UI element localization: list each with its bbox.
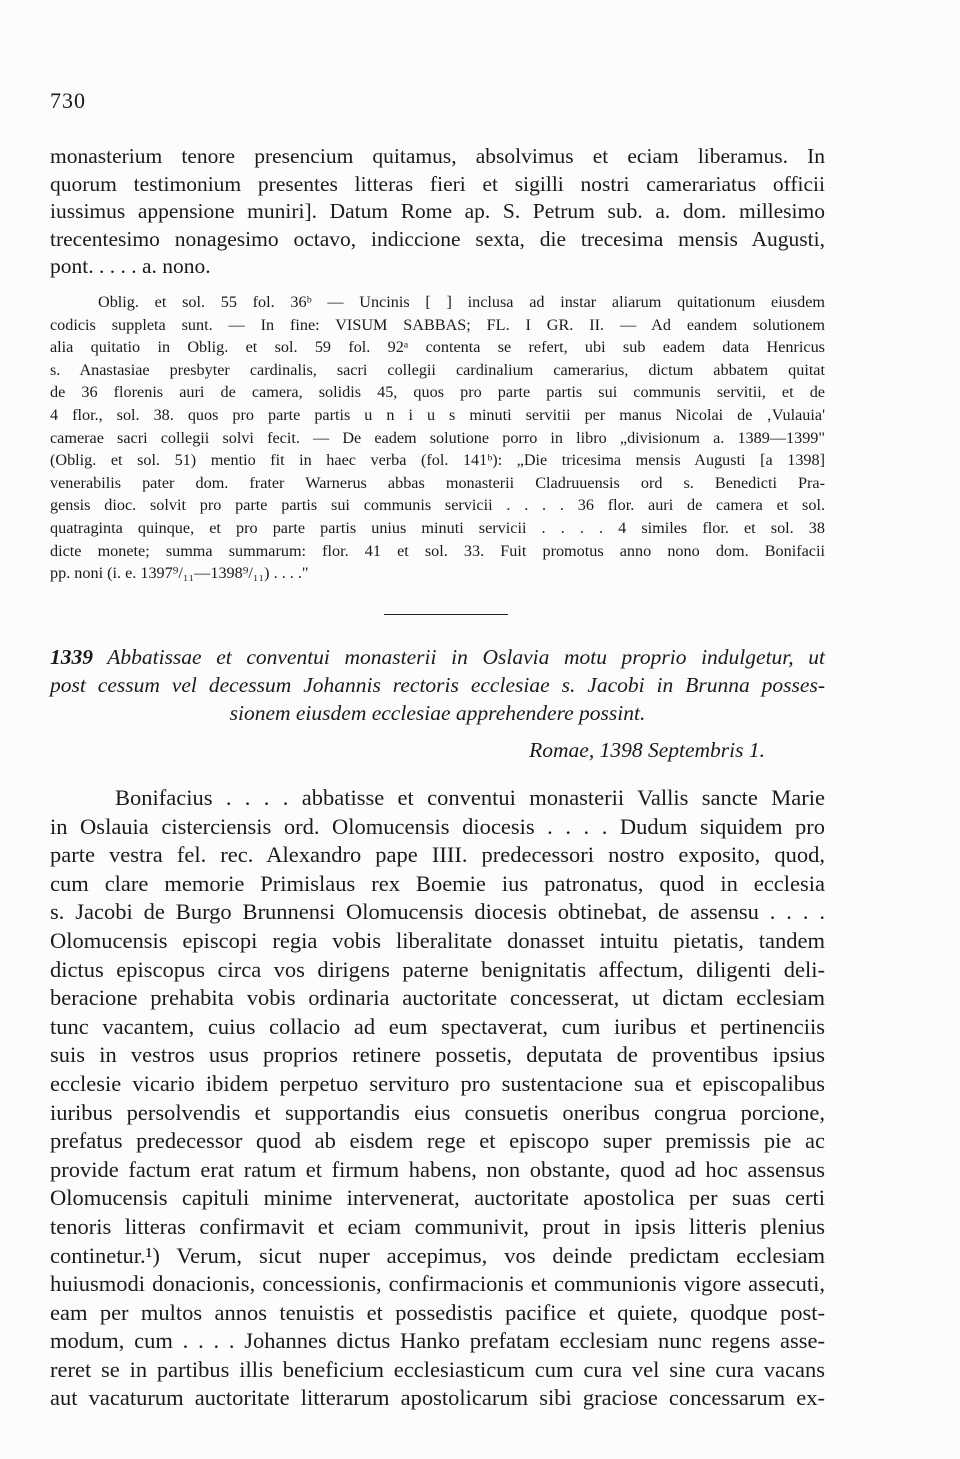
text-line: pont. . . . . a. nono. xyxy=(50,254,211,278)
body-line: beracione prehabita vobis ordinaria auctoritate concesserat, ut dictam ecclesiam xyxy=(50,985,825,1011)
body-line: suis in vestros usus proprios retinere possetis, deputata de proventibus ipsius xyxy=(50,1042,825,1068)
note-line: pp. noni (i. e. 1397⁹/₁₁—1398⁹/₁₁) . . . ." xyxy=(50,564,309,583)
body-line: Olomucensis capituli minime intervenerat, auctoritate apostolica per suas certi xyxy=(50,1185,825,1211)
body-line: ecclesie vicario ibidem perpetuo servituro pro sustentacione sua et episcopalibus xyxy=(50,1070,825,1096)
body-line: tunc vacantem, cuius collacio ad eum spectaverat, cum iuribus et pertinenciis xyxy=(50,1013,825,1039)
note-line: de 36 florenis auri de camera, solidis 45, quos pro parte partis sui communis servitii, et de xyxy=(50,383,825,402)
body-line: prefatus predecessor quod ab eisdem rege et episcopo super premissis pie ac xyxy=(50,1128,825,1154)
note-line: 4 flor., sol. 38. quos pro parte partis u n i u s minuti servitii per manus Nicolai de ‚Vulauia' xyxy=(50,405,825,424)
document-heading xyxy=(50,643,825,727)
body-line: parte vestra fel. rec. Alexandro pape IIII. predecessori nostro exposito, quod, xyxy=(50,842,825,868)
note-line: dicte monete; summa summarum: flor. 41 et sol. 33. Fuit promotus anno nono dom. Bonifacii xyxy=(50,541,825,560)
editorial-notes xyxy=(50,291,825,585)
note-line: gensis dioc. solvit pro parte partis sui communis servicii . . . . 36 flor. auri de camera et sol. xyxy=(50,496,825,515)
text-line: iussimus appensione muniri]. Datum Rome ap. S. Petrum sub. a. dom. millesimo xyxy=(50,199,825,223)
note-line: venerabilis pater dom. frater Warnerus abbas monasterii Cladruuensis ord s. Benedicti Pra- xyxy=(50,473,825,492)
heading-line-2: post cessum vel decessum Johannis rectoris ecclesiae s. Jacobi in Brunna posses- xyxy=(50,673,825,697)
note-line: quatraginta quinque, et pro parte partis unius minuti servicii . . . . 4 similes flor. et sol. 38 xyxy=(50,518,825,537)
note-line: s. Anastasiae presbyter cardinalis, sacri collegii cardinalium camerarius, dictum abbatem quitat xyxy=(50,360,825,379)
heading-line-3: sionem eiusdem ecclesiae apprehendere possint. xyxy=(229,701,646,725)
body-line: Olomucensis episcopi regia vobis liberalitate donasset intuitu pietatis, tandem xyxy=(50,927,825,953)
body-line: reret se in partibus illis beneficium ecclesiasticum cum cura vel sine cura vacans xyxy=(50,1356,825,1382)
body-line: tenoris litteras confirmavit et eciam communivit, prout in ipsis litteris plenius xyxy=(50,1213,825,1239)
body-line: s. Jacobi de Burgo Brunnensi Olomucensis diocesis obtinebat, de assensu . . . . xyxy=(50,899,825,925)
text-line: monasterium tenore presencium quitamus, absolvimus et eciam liberamus. In xyxy=(50,144,825,168)
body-line: Bonifacius . . . . abbatisse et conventui monasterii Vallis sancte Marie xyxy=(115,785,825,810)
heading-text-1: Abbatissae et conventui monasterii in Oslavia motu proprio indulgetur, ut xyxy=(107,645,825,669)
note-line: codicis suppleta sunt. — In fine: VISUM SABBAS; FL. I GR. II. — Ad eandem solutionem xyxy=(50,315,825,334)
body-line: eam per multos annos tenuistis et possedistis pacifice et quiete, quodque post- xyxy=(50,1299,825,1325)
body-line: aut vacaturum auctoritate litterarum apostolicarum sibi graciose concessarum ex- xyxy=(50,1385,825,1411)
note-line: alia quitatio in Oblig. et sol. 59 fol. 92ᵃ contenta se refert, ubi sub eadem data Henricus xyxy=(50,338,825,357)
note-line: camerae sacri collegii solvi fecit. — De eadem solutione porro in libro „divisionum a. 1389—1399" xyxy=(50,428,825,447)
text-line: quorum testimonium presentes litteras fieri et sigilli nostri camerariatus officii xyxy=(50,171,825,196)
heading-line-1 xyxy=(50,643,825,671)
note-line: (Oblig. et sol. 51) mentio fit in haec verba (fol. 141ᵇ): „Die tricesima mensis Augusti [a 1398] xyxy=(50,451,825,470)
section-divider xyxy=(384,614,508,615)
body-line: dictus episcopus circa vos dirigens paterne benignitatis affectum, diligenti deli- xyxy=(50,956,825,982)
document-date: Romae, 1398 Septembris 1. xyxy=(529,738,765,762)
body-line: in Oslauia cisterciensis ord. Olomucensis diocesis . . . . Dudum siquidem pro xyxy=(50,813,825,839)
note-line: Oblig. et sol. 55 fol. 36ᵇ — Uncinis [ ] inclusa ad instar aliarum quitationum eiusdem xyxy=(98,293,825,311)
page-number: 730 xyxy=(50,88,86,113)
body-line: provide factum erat ratum et firmum habens, non obstante, quod ad hoc assensus xyxy=(50,1156,825,1182)
body-line: cum clare memorie Primislaus rex Boemie ius patronatus, quod in ecclesia xyxy=(50,870,825,896)
body-line: huiusmodi donacionis, concessionis, confirmacionis et communionis vigore assecuti, xyxy=(50,1271,825,1297)
intro-paragraph xyxy=(50,143,825,281)
document-number: 1339 xyxy=(50,645,93,669)
document-body xyxy=(50,784,825,1413)
body-line: iuribus persolvendis et supportandis eius consuetis oneribus congrua porcione, xyxy=(50,1099,825,1125)
body-line: modum, cum . . . . Johannes dictus Hanko prefatam ecclesiam nunc regens asse- xyxy=(50,1328,825,1354)
text-line: trecentesimo nonagesimo octavo, indiccione sexta, die trecesima mensis Augusti, xyxy=(50,226,825,251)
body-line: continetur.¹) Verum, sicut nuper accepimus, vos deinde predictam ecclesiam xyxy=(50,1242,825,1268)
